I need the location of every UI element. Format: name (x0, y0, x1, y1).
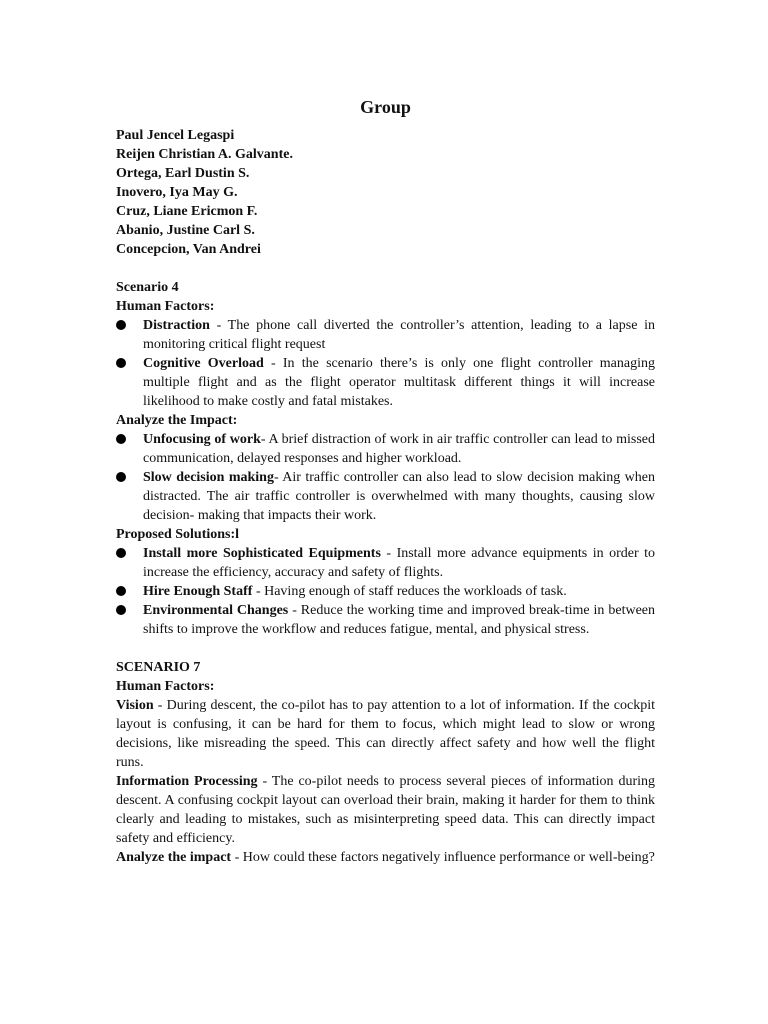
paragraph-term: Analyze the impact (116, 850, 232, 865)
paragraph-term: Information Processing (116, 774, 258, 789)
member-name: Concepcion, Van Andrei (116, 242, 261, 257)
member-name: Ortega, Earl Dustin S. (116, 166, 250, 181)
bullet-icon (116, 472, 126, 482)
item-term: Install more Sophisticated Equipments (143, 546, 381, 561)
member-name: Paul Jencel Legaspi (116, 128, 235, 143)
item-text: - Having enough of staff reduces the workloads of task. (252, 584, 567, 599)
paragraph-text: - How could these factors negatively influence performance or well-being? (231, 850, 655, 865)
list-item (116, 468, 655, 525)
scenario-7-heading: SCENARIO 7 (116, 660, 201, 675)
scenario-7-section (116, 658, 655, 867)
item-text: - Reduce the working time and improved break-time in between shifts to improve the workflow and reduces fatigue, mental, and physical stress. (143, 603, 655, 637)
document-title: Group (360, 97, 411, 117)
item-text: - Install more advance equipments in order to increase the efficiency, accuracy and safety of flights. (143, 546, 655, 580)
list-item (116, 430, 655, 468)
member-name: Inovero, Iya May G. (116, 185, 238, 200)
item-term: Cognitive Overload (143, 356, 264, 371)
paragraph-term: Vision (116, 698, 154, 713)
spacer (116, 259, 655, 278)
bullet-icon (116, 358, 126, 368)
paragraph (116, 848, 655, 867)
paragraph-text: - The co-pilot needs to process several pieces of information during descent. A confusing cockpit layout can overload their brain, making it harder for them to think clearly and leading to mistakes, such as misinterpreting speed data. This can directly impact safety and efficiency. (116, 774, 656, 846)
list-item (116, 316, 655, 354)
bullet-icon (116, 434, 126, 444)
list-item (116, 544, 655, 582)
item-text: - Air traffic controller can also lead to slow decision making when distracted. The air traffic controller is overwhelmed with many thoughts, causing slow decision- making that impacts their work. (143, 470, 655, 523)
human-factors-heading: Human Factors: (116, 679, 215, 694)
item-text: - In the scenario there’s is only one flight controller managing multiple flight and as the flight operator multitask different things it will increase likelihood to make costly and fatal mistakes. (143, 356, 656, 409)
human-factors-list (116, 316, 655, 411)
bullet-icon (116, 548, 126, 558)
item-text: - A brief distraction of work in air traffic controller can lead to missed communication, delayed responses and higher workload. (143, 432, 655, 466)
item-term: Hire Enough Staff (143, 584, 253, 599)
member-list (116, 126, 655, 259)
spacer (116, 639, 655, 658)
scenario-4-heading: Scenario 4 (116, 280, 179, 295)
impact-heading: Analyze the Impact: (116, 413, 238, 428)
item-term: Environmental Changes (143, 603, 289, 618)
paragraph-text: - During descent, the co-pilot has to pay attention to a lot of information. If the cockpit layout is confusing, it can be hard for them to focus, which might lead to slow or wrong decisions, like misreading the speed. This can directly affect safety and how well the flight runs. (116, 698, 655, 770)
member-name: Reijen Christian A. Galvante. (116, 147, 293, 162)
solutions-list (116, 544, 655, 639)
list-item (116, 601, 655, 639)
member-name: Abanio, Justine Carl S. (116, 223, 255, 238)
member-name: Cruz, Liane Ericmon F. (116, 204, 258, 219)
item-term: Distraction (143, 318, 210, 333)
item-term: Slow decision making (143, 470, 274, 485)
impact-list (116, 430, 655, 525)
paragraph (116, 772, 655, 848)
item-text: - The phone call diverted the controller’s attention, leading to a lapse in monitoring critical flight request (143, 318, 655, 352)
paragraph (116, 696, 655, 772)
item-term: Unfocusing of work (143, 432, 261, 447)
bullet-icon (116, 586, 126, 596)
human-factors-heading: Human Factors: (116, 299, 215, 314)
scenario-4-section (116, 278, 655, 639)
list-item (116, 582, 655, 601)
bullet-icon (116, 605, 126, 615)
solutions-heading: Proposed Solutions:l (116, 527, 240, 542)
list-item (116, 354, 655, 411)
bullet-icon (116, 320, 126, 330)
